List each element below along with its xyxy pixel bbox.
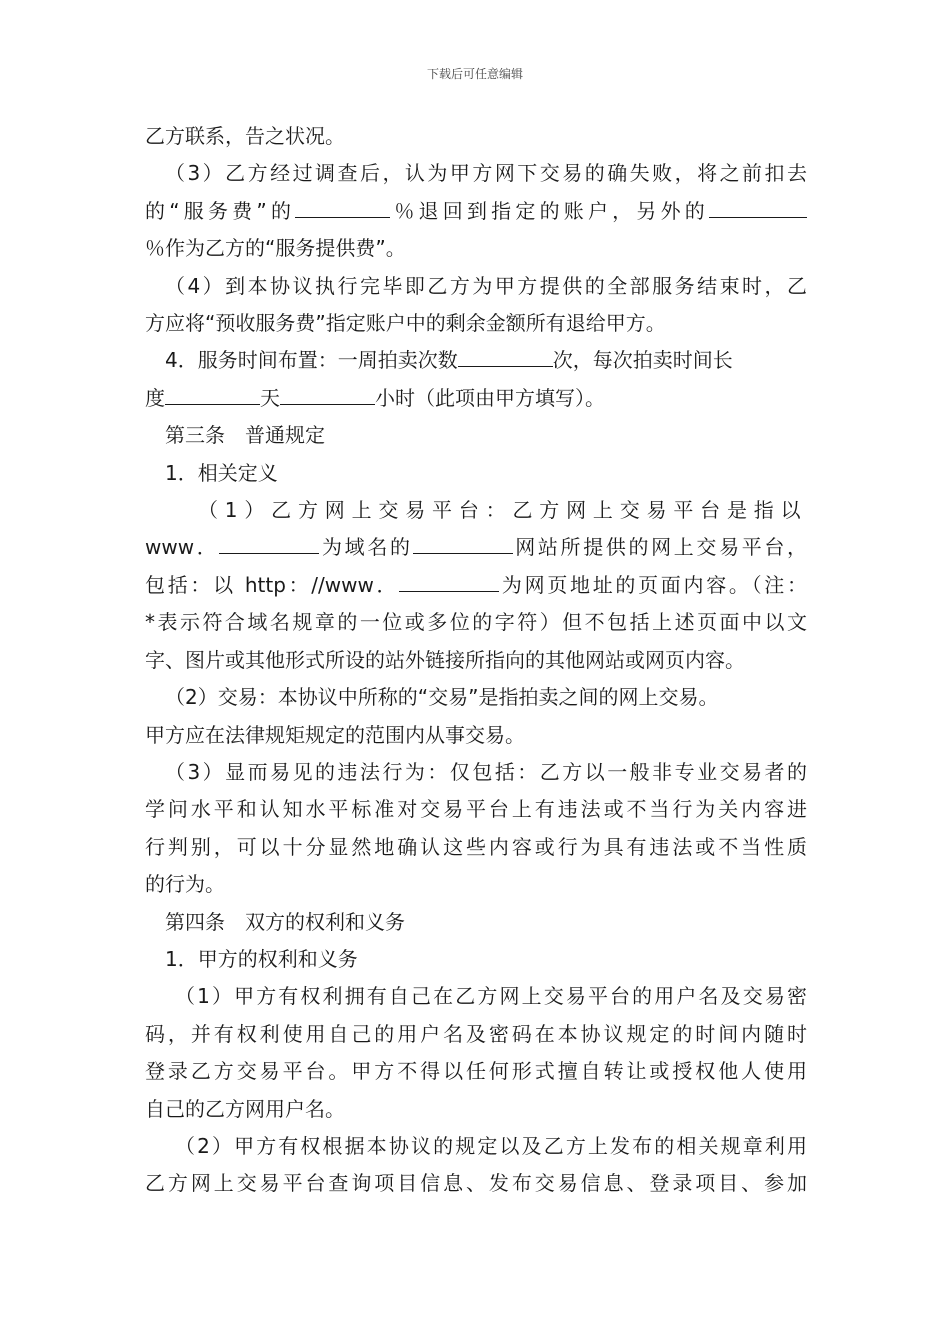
fill-blank[interactable] (709, 193, 807, 218)
paragraph-line (145, 567, 807, 604)
line-text: 包括：以 http：//www． (145, 572, 400, 597)
subsection-heading: 1．甲方的权利和义务 (165, 946, 358, 971)
paragraph-line (145, 529, 807, 566)
paragraph-line: 学问水平和认知水平标准对交易平台上有违法或不当行为关内容进 (145, 797, 807, 822)
paragraph-line: 甲方应在法律规矩规定的范围内从事交易。 (145, 722, 525, 747)
line-text: 网站所提供的网上交易平台， (512, 535, 808, 560)
fill-blank[interactable] (165, 380, 260, 405)
section-heading: 第四条 双方的权利和义务 (165, 909, 405, 934)
paragraph-line: （1）乙方网上交易平台：乙方网上交易平台是指以 (198, 498, 807, 523)
line-text: 为网页地址的页面内容。（注： (499, 572, 807, 597)
line-text: ％退回到指定的账户，另外的 (390, 198, 709, 223)
paragraph-line: 行判别，可以十分显然地确认这些内容或行为具有违法或不当性质 (145, 834, 807, 859)
line-text: 4．服务时间布置：一周拍卖次数 (165, 348, 458, 373)
line-text: www． (145, 535, 220, 560)
paragraph-line (145, 380, 807, 417)
paragraph-line: 码，并有权利使用自己的用户名及密码在本协议规定的时间内随时 (145, 1021, 807, 1046)
subsection-heading: 1．相关定义 (165, 460, 278, 485)
fill-blank[interactable] (295, 193, 390, 218)
paragraph-line: （1）甲方有权利拥有自己在乙方网上交易平台的用户名及交易密 (175, 984, 807, 1009)
fill-blank[interactable] (413, 529, 513, 554)
paragraph-line: （2）交易：本协议中所称的“交易”是指拍卖之间的网上交易。 (165, 685, 719, 710)
line-text: 为域名的 (319, 535, 413, 560)
paragraph-line: 的行为。 (145, 872, 225, 897)
line-text: 小时（此项由甲方填写）。 (375, 385, 605, 410)
page-header: 下载后可任意编辑 (426, 67, 523, 81)
paragraph-line: （4）到本协议执行完毕即乙方为甲方提供的全部服务结束时，乙 (165, 273, 807, 298)
section-heading: 第三条 普通规定 (165, 423, 325, 448)
paragraph-line: （3）显而易见的违法行为：仅包括：乙方以一般非专业交易者的 (165, 759, 807, 784)
document-body (145, 118, 807, 1203)
paragraph-line: （2）甲方有权根据本协议的规定以及乙方上发布的相关规章利用 (175, 1133, 807, 1158)
paragraph-line: 自己的乙方网用户名。 (145, 1096, 345, 1121)
paragraph-line (145, 342, 807, 379)
paragraph-line: 乙方网上交易平台查询项目信息、发布交易信息、登录项目、参加 (145, 1171, 807, 1196)
paragraph-line: 乙方联系，告之状况。 (145, 124, 345, 148)
fill-blank[interactable] (280, 380, 375, 405)
paragraph-line: ％作为乙方的“服务提供费”。 (145, 236, 406, 261)
paragraph-line: 登录乙方交易平台。甲方不得以任何形式擅自转让或授权他人使用 (145, 1059, 807, 1084)
line-text: 次，每次拍卖时间长 (552, 348, 733, 373)
fill-blank[interactable] (399, 567, 499, 592)
paragraph-line: 方应将“预收服务费”指定账户中的剩余金额所有退给甲方。 (145, 311, 666, 336)
line-text: 的“服务费”的 (145, 198, 296, 223)
fill-blank[interactable] (219, 529, 319, 554)
line-text: 度 (145, 385, 165, 410)
line-text: 天 (260, 385, 280, 410)
fill-blank[interactable] (458, 342, 553, 367)
paragraph-line: 字、图片或其他形式所设的站外链接所指向的其他网站或网页内容。 (145, 647, 745, 672)
paragraph-line: *表示符合域名规章的一位或多位的字符）但不包括上述页面中以文 (145, 610, 807, 635)
paragraph-line (145, 193, 807, 230)
paragraph-line: （3）乙方经过调查后，认为甲方网下交易的确失败，将之前扣去 (165, 161, 807, 186)
